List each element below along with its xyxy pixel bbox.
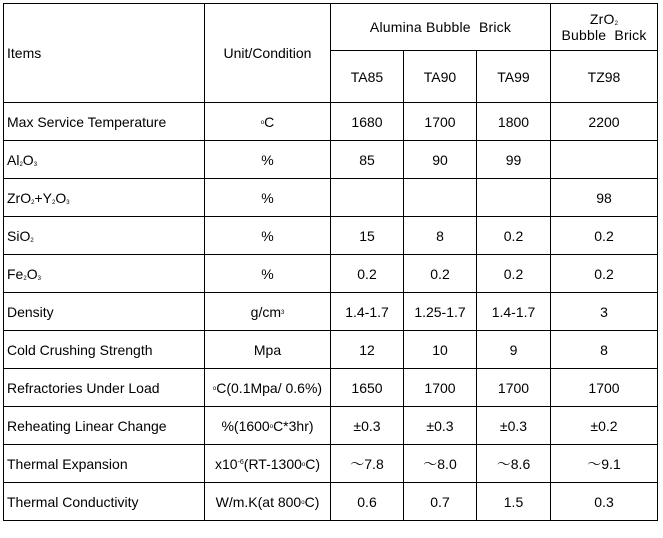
- table-row: [4, 369, 658, 407]
- value-cell: 1700: [404, 369, 477, 407]
- unit-header: Unit/Condition: [205, 4, 331, 103]
- value-cell: 8: [404, 217, 477, 255]
- value-cell: [331, 179, 404, 217]
- item-label: Cold Crushing Strength: [4, 331, 205, 369]
- item-label: $ZrO_2+Y_2O_3$: [4, 179, 205, 217]
- value-cell: 1800: [477, 103, 551, 141]
- value-cell: ±0.3: [404, 407, 477, 445]
- value-cell: 1650: [331, 369, 404, 407]
- value-cell: 0.6: [331, 483, 404, 521]
- value-cell: ～9.1: [551, 445, 658, 483]
- value-cell: ～7.8: [331, 445, 404, 483]
- item-label: Density: [4, 293, 205, 331]
- unit-cell: %: [205, 255, 331, 293]
- value-cell: 15: [331, 217, 404, 255]
- value-cell: 0.2: [551, 217, 658, 255]
- unit-cell: $x10^{-6}(RT-1300^oC)$: [205, 445, 331, 483]
- unit-cell: %: [205, 217, 331, 255]
- unit-cell: %: [205, 179, 331, 217]
- value-cell: 0.2: [404, 255, 477, 293]
- value-cell: 85: [331, 141, 404, 179]
- zro2-group-line2: Bubble Brick: [561, 27, 647, 43]
- zro2-formula: ZrO$_2$: [589, 11, 619, 27]
- table-row: [4, 407, 658, 445]
- header-row: [4, 4, 658, 51]
- unit-cell: $g/cm^3$: [205, 293, 331, 331]
- table-row: [4, 103, 658, 141]
- item-label: Max Service Temperature: [4, 103, 205, 141]
- item-label: SiO$_2$: [4, 217, 205, 255]
- value-cell: 1700: [477, 369, 551, 407]
- value-cell: ±0.3: [477, 407, 551, 445]
- unit-cell: $^o$C(0.1Mpa/ 0.6%): [205, 369, 331, 407]
- value-cell: ±0.2: [551, 407, 658, 445]
- value-cell: 1.4-1.7: [477, 293, 551, 331]
- value-cell: 0.2: [477, 255, 551, 293]
- table-row: [4, 179, 658, 217]
- value-cell: [551, 141, 658, 179]
- alumina-group-header: Alumina Bubble Brick: [331, 4, 551, 51]
- table-row: [4, 331, 658, 369]
- item-label: $Fe_2O_3$: [4, 255, 205, 293]
- grade-ta99: TA99: [477, 51, 551, 103]
- table-row: [4, 293, 658, 331]
- value-cell: 0.2: [477, 217, 551, 255]
- value-cell: 0.2: [551, 255, 658, 293]
- items-header: Items: [4, 4, 205, 103]
- value-cell: 98: [551, 179, 658, 217]
- spec-table: [3, 3, 658, 521]
- zro2-group-header: [551, 4, 658, 51]
- table-row: [4, 141, 658, 179]
- value-cell: 2200: [551, 103, 658, 141]
- unit-cell: %(1600$^o$C*3hr): [205, 407, 331, 445]
- value-cell: 3: [551, 293, 658, 331]
- value-cell: 0.2: [331, 255, 404, 293]
- value-cell: ～8.6: [477, 445, 551, 483]
- value-cell: ～8.0: [404, 445, 477, 483]
- table-row: [4, 483, 658, 521]
- value-cell: [404, 179, 477, 217]
- item-label: Reheating Linear Change: [4, 407, 205, 445]
- unit-cell: W/m.K(at 800$^o$C): [205, 483, 331, 521]
- value-cell: 12: [331, 331, 404, 369]
- value-cell: [477, 179, 551, 217]
- table-row: [4, 445, 658, 483]
- value-cell: 8: [551, 331, 658, 369]
- unit-cell: $^o$C: [205, 103, 331, 141]
- value-cell: 1700: [404, 103, 477, 141]
- value-cell: 90: [404, 141, 477, 179]
- item-label: $Al_2O_3$: [4, 141, 205, 179]
- grade-tz98: TZ98: [551, 51, 658, 103]
- value-cell: 1680: [331, 103, 404, 141]
- value-cell: 0.7: [404, 483, 477, 521]
- value-cell: 10: [404, 331, 477, 369]
- value-cell: 9: [477, 331, 551, 369]
- value-cell: 1700: [551, 369, 658, 407]
- unit-cell: %: [205, 141, 331, 179]
- value-cell: 99: [477, 141, 551, 179]
- grade-ta90: TA90: [404, 51, 477, 103]
- item-label: Refractories Under Load: [4, 369, 205, 407]
- value-cell: 1.4-1.7: [331, 293, 404, 331]
- item-label: Thermal Conductivity: [4, 483, 205, 521]
- value-cell: 1.5: [477, 483, 551, 521]
- grade-ta85: TA85: [331, 51, 404, 103]
- value-cell: 0.3: [551, 483, 658, 521]
- unit-cell: Mpa: [205, 331, 331, 369]
- table-row: [4, 255, 658, 293]
- value-cell: 1.25-1.7: [404, 293, 477, 331]
- item-label: Thermal Expansion: [4, 445, 205, 483]
- value-cell: ±0.3: [331, 407, 404, 445]
- table-row: [4, 217, 658, 255]
